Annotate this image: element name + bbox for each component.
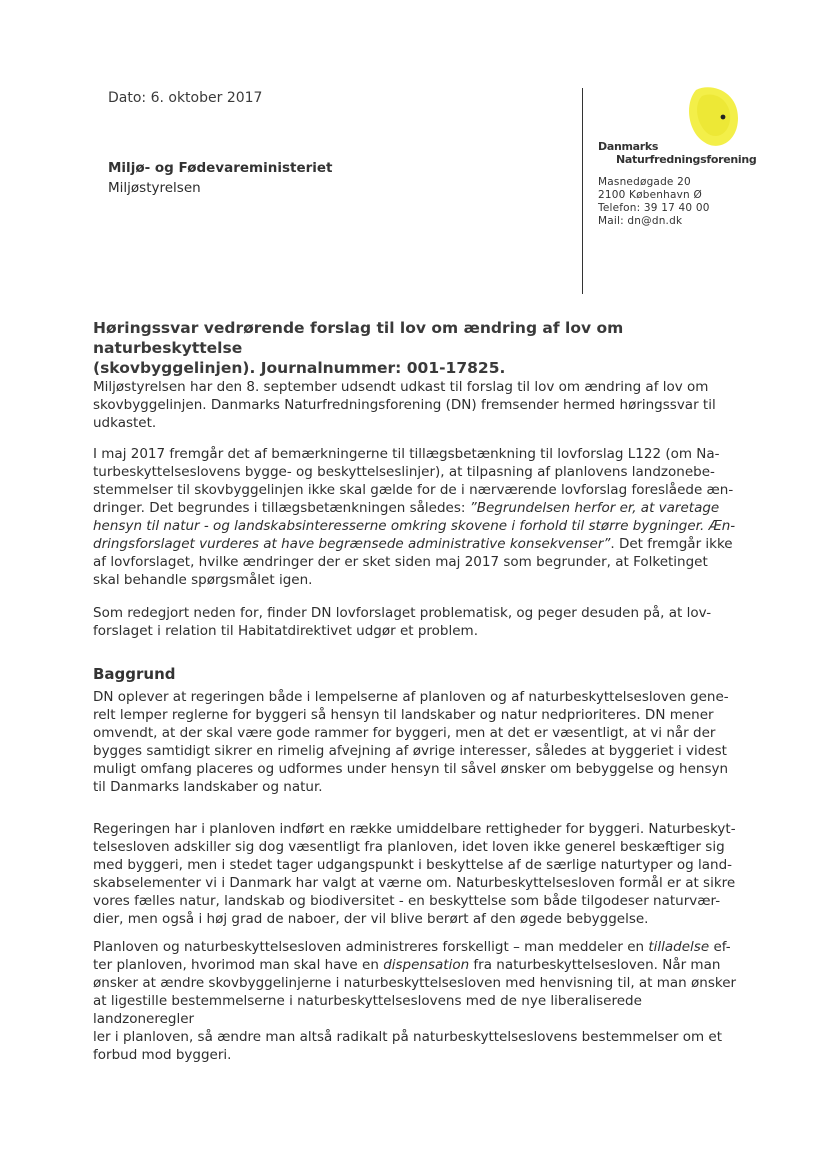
title-line-1: Høringssvar vedrørende forslag til lov om ændring af lov om naturbeskyttelse <box>93 319 624 357</box>
text-line: turbeskyttelseslovens bygge- og beskyttelseslinjer), at tilpasning af planlovens landzonebe- <box>93 464 715 480</box>
recipient-org: Miljø- og Fødevareministeriet <box>108 160 333 176</box>
text-run: dringer. Det begrundes i tillægsbetænkningen således: <box>93 500 470 516</box>
logo-line-1: Danmarks <box>598 140 659 153</box>
emphasis-text: dispensation <box>383 957 470 973</box>
text-run: fra naturbeskyttelsesloven. Når man <box>469 957 721 973</box>
text-line: Miljøstyrelsen har den 8. september udsendt udkast til forslag til lov om ændring af lov om <box>93 379 709 395</box>
text-line: relt lemper reglerne for byggeri så hensyn til landskaber og natur nedprioriteres. DN mener <box>93 707 714 723</box>
text-line: forslaget i relation til Habitatdirektivet udgør et problem. <box>93 623 479 639</box>
logo-dot <box>721 115 726 120</box>
text-run: ter planloven, hvorimod man skal have en <box>93 957 384 973</box>
text-line: til Danmarks landskaber og natur. <box>93 779 323 795</box>
text-line: dier, men også i høj grad de naboer, der vil blive berørt af den øgede bebyggelse. <box>93 911 649 927</box>
recipient-block <box>108 158 333 198</box>
text-run: Planloven og naturbeskyttelsesloven administreres forskelligt – man meddeler en <box>93 939 649 955</box>
text-line: Som redegjort neden for, finder DN lovforslaget problematisk, og peger desuden på, at lov- <box>93 605 712 621</box>
text-line <box>93 956 743 974</box>
paragraph-summary <box>93 604 743 640</box>
text-line <box>93 517 743 535</box>
text-line: muligt omfang placeres og udformes under hensyn til såvel ønsker om bebyggelse og hensyn <box>93 761 729 777</box>
text-line: bygges samtidigt sikrer en rimelig afvejning af øvrige interesser, således at byggeriet i videst <box>93 743 727 759</box>
letter-date: Dato: 6. oktober 2017 <box>108 90 263 106</box>
sender-logo-text <box>598 140 756 166</box>
title-line-2: (skovbyggelinjen). Journalnummer: 001-17825. <box>93 359 506 377</box>
text-line: forbud mod byggeri. <box>93 1047 232 1063</box>
header-divider <box>582 88 583 294</box>
paragraph-intro <box>93 378 743 432</box>
text-line: omvendt, at der skal være gode rammer for byggeri, men at det er væsentligt, at vi når der <box>93 725 716 741</box>
paragraph-may-2017 <box>93 445 743 589</box>
quote-text: dringsforslaget vurderes at have begrænsede administrative konsekvenser” <box>93 536 611 552</box>
text-line: telsesloven adskiller sig dog væsentligt fra planloven, idet loven ikke generel beskæftiger sig <box>93 839 725 855</box>
emphasis-text: tilladelse <box>648 939 710 955</box>
address-phone: Telefon: 39 17 40 00 <box>598 202 710 214</box>
text-line: skabselementer vi i Danmark har valgt at værne om. Naturbeskyttelsesloven formål er at sikre <box>93 875 736 891</box>
text-run: ef- <box>709 939 731 955</box>
text-line: ønsker at ændre skovbyggelinjerne i naturbeskyttelsesloven med henvisning til, at man ønsker <box>93 975 737 991</box>
document-title <box>93 318 753 378</box>
paragraph-background-2 <box>93 820 743 928</box>
recipient-unit: Miljøstyrelsen <box>108 180 201 196</box>
paragraph-background-1 <box>93 688 743 796</box>
text-line: udkastet. <box>93 415 157 431</box>
text-line <box>93 938 743 956</box>
text-line: I maj 2017 fremgår det af bemærkningerne til tillægsbetænkning til lovforslag L122 (om Na- <box>93 446 720 462</box>
quote-text: ”Begrundelsen herfor er, at varetage <box>469 500 720 516</box>
text-line: skovbyggelinjen. Danmarks Naturfredningsforening (DN) fremsender hermed høringssvar til <box>93 397 716 413</box>
section-heading-baggrund: Baggrund <box>93 665 176 683</box>
text-run: . Det fremgår ikke <box>610 536 733 552</box>
text-line: med byggeri, men i stedet tager udgangspunkt i beskyttelse af de særlige naturtyper og land- <box>93 857 733 873</box>
text-line: DN oplever at regeringen både i lempelserne af planloven og af naturbeskyttelsesloven gene- <box>93 689 729 705</box>
text-line <box>93 499 743 517</box>
text-line <box>93 535 743 553</box>
text-line: af lovforslaget, hvilke ændringer der er sket siden maj 2017 som begrunder, at Folketinget <box>93 554 708 570</box>
text-line: Regeringen har i planloven indført en række umiddelbare rettigheder for byggeri. Naturbeskyt- <box>93 821 736 837</box>
sender-address <box>598 176 710 228</box>
address-street: Masnedøgade 20 <box>598 176 691 188</box>
logo-line-2: Naturfredningsforening <box>616 153 757 166</box>
text-line: vores fælles natur, landskab og biodiversitet - en beskyttelse som både tilgodeser naturvær- <box>93 893 721 909</box>
address-city: 2100 København Ø <box>598 189 702 201</box>
text-line: skal behandle spørgsmålet igen. <box>93 572 313 588</box>
text-line: at ligestille bestemmelserne i naturbeskyttelseslovens med de nye liberaliserede landzoneregler <box>93 993 642 1027</box>
text-line: stemmelser til skovbyggelinjen ikke skal gælde for de i nærværende lovforslag foreslåede æn- <box>93 482 734 498</box>
address-mail: Mail: dn@dn.dk <box>598 215 683 227</box>
text-line: ler i planloven, så ændre man altså radikalt på naturbeskyttelseslovens bestemmelser om et <box>93 1029 723 1045</box>
quote-text: hensyn til natur - og landskabsinteresserne omkring skovene i forhold til større bygninger. Æn- <box>93 518 736 534</box>
paragraph-background-3 <box>93 938 743 1064</box>
